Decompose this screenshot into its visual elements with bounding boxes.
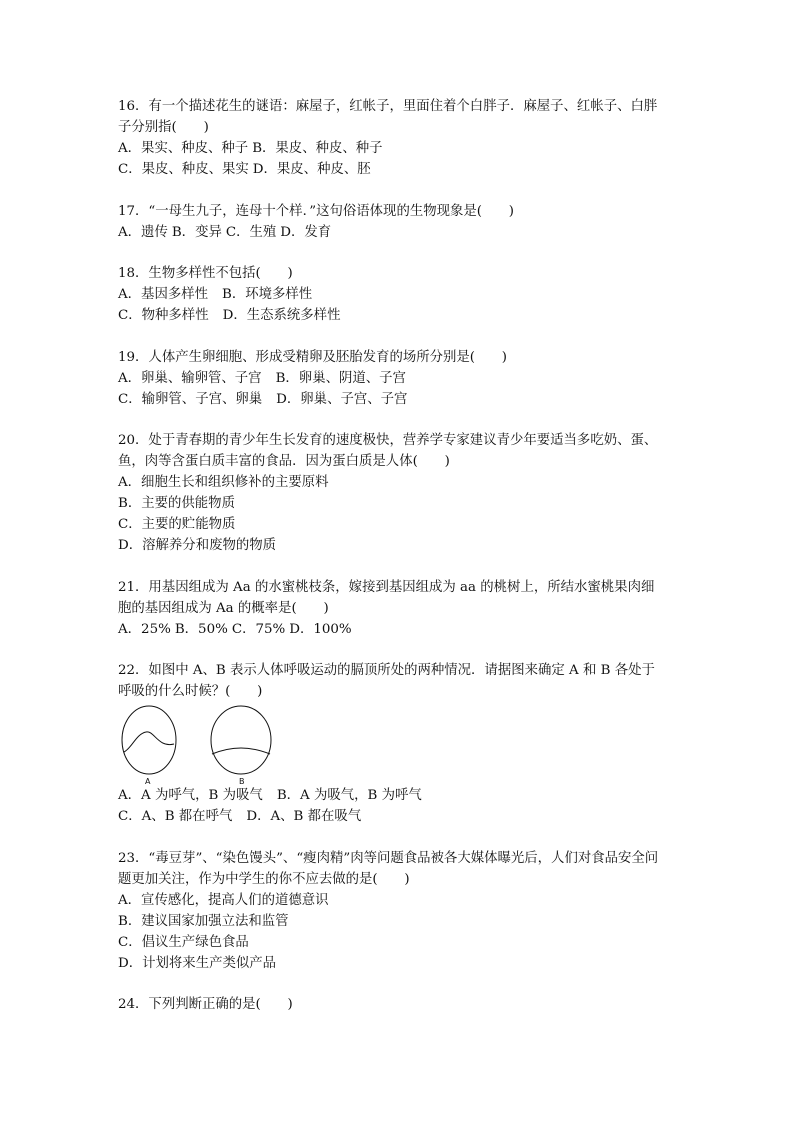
diaphragm-a-drawing (118, 704, 180, 776)
option-row (118, 222, 678, 243)
option-b: B．A 为吸气，B 为呼气 (276, 788, 422, 803)
question-text: 鱼，肉等含蛋白质丰富的食品．因为蛋白质是人体( ) (118, 454, 450, 469)
option-d: D．发育 (280, 224, 332, 240)
question-23 (118, 848, 678, 974)
option-d: D．100% (289, 621, 352, 637)
option-c: C．75% (231, 621, 286, 637)
question-text: 16．有一个描述花生的谜语：麻屋子，红帐子，里面住着个白胖子．麻屋子、红帐子、白胖 (118, 99, 658, 114)
option-c: C．A、B 都在呼气 (118, 809, 233, 824)
question-text: 21．用基因组成为 Aa 的水蜜桃枝条，嫁接到基因组成为 aa 的桃树上，所结水蜜桃果肉细 (118, 579, 655, 595)
figure-label-a: A (145, 777, 151, 786)
option-row (118, 389, 678, 410)
option-a: A．A 为呼气，B 为吸气 (118, 788, 263, 803)
question-text: 胞的基因组成为 Aa 的概率是( ) (118, 600, 329, 616)
option-c: C．倡议生产绿色食品 (118, 934, 249, 950)
option-c: C．果皮、种皮、果实 (118, 162, 249, 177)
option-d: D．卵巢、子宫、子宫 (276, 391, 408, 407)
option-row (118, 159, 678, 180)
option-d: D．计划将来生产类似产品 (118, 955, 277, 971)
diaphragm-diagram-a (118, 704, 188, 784)
question-text: 22．如图中 A、B 表示人体呼吸运动的膈顶所处的两种情况．请据图来确定 A 和 B 各处于 (118, 663, 655, 678)
question-text: 子分别指( ) (118, 120, 209, 135)
option-d: D．A、B 都在吸气 (246, 809, 362, 824)
option-row (118, 619, 678, 640)
question-21 (118, 577, 678, 640)
question-text: 19．人体产生卵细胞、形成受精卵及胚胎发育的场所分别是( ) (118, 349, 508, 365)
option-a: A．宣传感化，提高人们的道德意识 (118, 892, 329, 908)
question-16 (118, 96, 678, 180)
question-text: 23．“毒豆芽”、“染色馒头”、“瘦肉精”肉等问题食品被各大媒体曝光后，人们对食品安全问 (118, 850, 659, 866)
option-a: A．25% (118, 621, 171, 637)
option-b: B．环境多样性 (222, 287, 313, 302)
option-row (118, 138, 678, 159)
option-a: A．遗传 (118, 224, 168, 240)
exam-page (118, 96, 678, 1036)
option-c: C．生殖 (225, 224, 277, 240)
question-text: 20．处于青春期的青少年生长发育的速度极快，营养学专家建议青少年要适当多吃奶、蛋、 (118, 433, 658, 448)
option-c: C．主要的贮能物质 (118, 517, 236, 532)
question-text: 题更加关注，作为中学生的你不应去做的是( ) (118, 871, 410, 887)
option-d: D．生态系统多样性 (222, 308, 341, 323)
question-text: 18．生物多样性不包括( ) (118, 266, 293, 281)
question-24 (118, 994, 678, 1015)
option-b: B．果皮、种皮、种子 (252, 141, 383, 156)
option-b: B．卵巢、阴道、子宫 (275, 370, 406, 386)
option-row (118, 806, 678, 827)
option-a: A．果实、种皮、种子 (118, 141, 249, 156)
option-a: A．卵巢、输卵管、子宫 (118, 370, 262, 386)
figure-label-b: B (239, 777, 245, 786)
question-text: 呼吸的什么时候？( ) (118, 684, 263, 699)
question-20 (118, 430, 678, 556)
option-row (118, 284, 678, 305)
option-row (118, 785, 678, 806)
option-d: D．溶解养分和废物的物质 (118, 538, 277, 553)
question-18 (118, 263, 678, 326)
option-a: A．细胞生长和组织修补的主要原料 (118, 475, 329, 490)
option-b: B．变异 (171, 224, 222, 240)
question-17 (118, 201, 678, 243)
option-row (118, 305, 678, 326)
question-text: 17．“一母生九子，连母十个样．”这句俗语体现的生物现象是( ) (118, 203, 515, 219)
question-22 (118, 660, 678, 827)
option-b: B．建议国家加强立法和监管 (118, 913, 289, 929)
diaphragm-b-drawing (208, 704, 274, 776)
diaphragm-diagram-b (208, 704, 278, 784)
diaphragm-figure (118, 704, 678, 784)
question-19 (118, 347, 678, 410)
option-c: C．输卵管、子宫、卵巢 (118, 391, 263, 407)
question-text: 24．下列判断正确的是( ) (118, 997, 293, 1012)
option-d: D．果皮、种皮、胚 (252, 162, 371, 177)
option-b: B．主要的供能物质 (118, 496, 235, 511)
option-row (118, 368, 678, 389)
option-c: C．物种多样性 (118, 308, 209, 323)
option-a: A．基因多样性 (118, 287, 209, 302)
option-b: B．50% (174, 621, 228, 637)
